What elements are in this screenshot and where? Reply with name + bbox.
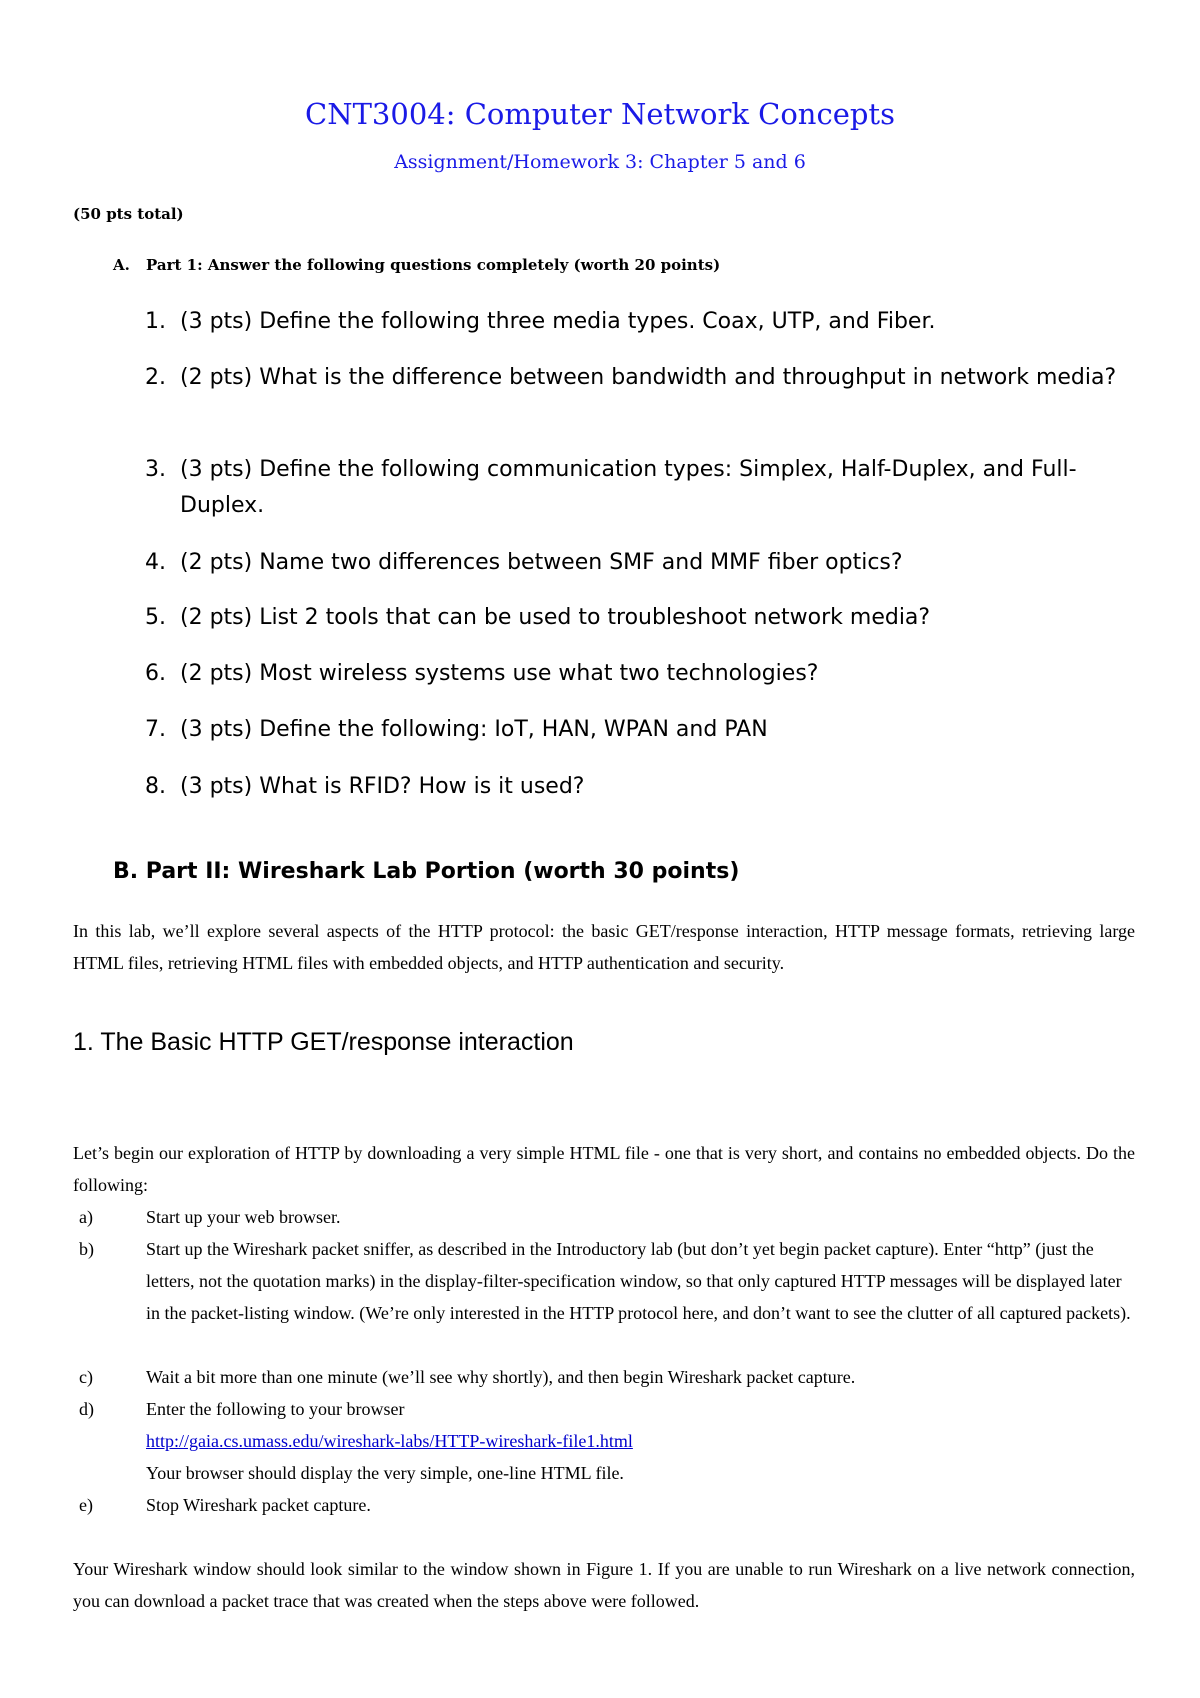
step-item xyxy=(73,1201,1135,1233)
question-number: 4. xyxy=(145,550,166,575)
step-marker: d) xyxy=(79,1399,94,1419)
question-item xyxy=(145,769,1135,805)
question-number: 5. xyxy=(145,605,166,630)
question-item xyxy=(145,452,1135,524)
step-marker: e) xyxy=(79,1495,93,1515)
step-text: Enter the following to your browser xyxy=(146,1399,405,1419)
question-text: (2 pts) Most wireless systems use what two technologies? xyxy=(180,661,819,686)
question-number: 7. xyxy=(145,717,166,742)
points-total: (50 pts total) xyxy=(73,205,184,223)
question-item xyxy=(145,360,1135,396)
step-item xyxy=(73,1233,1135,1329)
question-text: (2 pts) Name two differences between SMF and MMF fiber optics? xyxy=(180,550,903,575)
wireshark-file1-link[interactable]: http://gaia.cs.umass.edu/wireshark-labs/HTTP-wireshark-file1.html xyxy=(146,1431,633,1451)
step-item xyxy=(73,1489,1135,1521)
step-marker: c) xyxy=(79,1367,93,1387)
step-marker: b) xyxy=(79,1239,94,1259)
page-subtitle: Assignment/Homework 3: Chapter 5 and 6 xyxy=(394,151,806,173)
question-number: 6. xyxy=(145,661,166,686)
question-number: 8. xyxy=(145,774,166,799)
question-number: 2. xyxy=(145,365,166,390)
part-b-heading: B. Part II: Wireshark Lab Portion (worth 30 points) xyxy=(113,859,740,884)
question-item xyxy=(145,600,1135,636)
part-a-title: Part 1: Answer the following questions completely (worth 20 points) xyxy=(146,256,721,274)
intro-paragraph: In this lab, we’ll explore several aspects of the HTTP protocol: the basic GET/response interaction, HTTP message formats, retrieving large HTML files, retrieving HTML files with embedded objects, and HTTP authentication and security. xyxy=(73,921,1135,973)
question-text: (2 pts) List 2 tools that can be used to troubleshoot network media? xyxy=(180,605,931,630)
page-title: CNT3004: Computer Network Concepts xyxy=(305,97,895,131)
question-text: (3 pts) Define the following: IoT, HAN, WPAN and PAN xyxy=(180,717,768,742)
step-marker: a) xyxy=(79,1207,93,1227)
question-text: (3 pts) Define the following three media types. Coax, UTP, and Fiber. xyxy=(180,309,936,334)
question-number: 3. xyxy=(145,457,166,482)
url-note: Your browser should display the very simple, one-line HTML file. xyxy=(146,1463,624,1483)
question-item xyxy=(145,656,1135,692)
question-text: (2 pts) What is the difference between bandwidth and throughput in network media? xyxy=(180,365,1117,390)
step-text: Wait a bit more than one minute (we’ll see why shortly), and then begin Wireshark packet capture. xyxy=(146,1367,856,1387)
section-heading: 1. The Basic HTTP GET/response interaction xyxy=(73,1028,574,1056)
question-text: (3 pts) What is RFID? How is it used? xyxy=(180,774,585,799)
question-item xyxy=(145,304,1135,340)
lead-paragraph: Let’s begin our exploration of HTTP by downloading a very simple HTML file - one that is very short, and contains no embedded objects. Do the following: xyxy=(73,1143,1135,1195)
step-item xyxy=(73,1393,1135,1425)
question-item xyxy=(145,712,1135,748)
step-text: Start up your web browser. xyxy=(146,1207,341,1227)
question-text: (3 pts) Define the following communication types: Simplex, Half-Duplex, and Full-Duplex. xyxy=(180,457,1077,518)
step-item xyxy=(73,1361,1135,1393)
part-a-marker: A. xyxy=(113,256,130,274)
step-text: Stop Wireshark packet capture. xyxy=(146,1495,371,1515)
question-item xyxy=(145,545,1135,581)
part-a-heading xyxy=(113,254,720,276)
closing-paragraph: Your Wireshark window should look similar to the window shown in Figure 1. If you are unable to run Wireshark on a live network connection, you can download a packet trace that was created when the steps above were followed. xyxy=(73,1559,1135,1611)
step-text: Start up the Wireshark packet sniffer, as described in the Introductory lab (but don’t yet begin packet capture). Enter “http” (just the letters, not the quotation marks) in the display-filter-specification window, so that only captured HTTP messages will be displayed later in the packet-listing window. (We’re only interested in the HTTP protocol here, and don’t want to see the clutter of all captured packets). xyxy=(146,1239,1131,1323)
question-number: 1. xyxy=(145,309,166,334)
